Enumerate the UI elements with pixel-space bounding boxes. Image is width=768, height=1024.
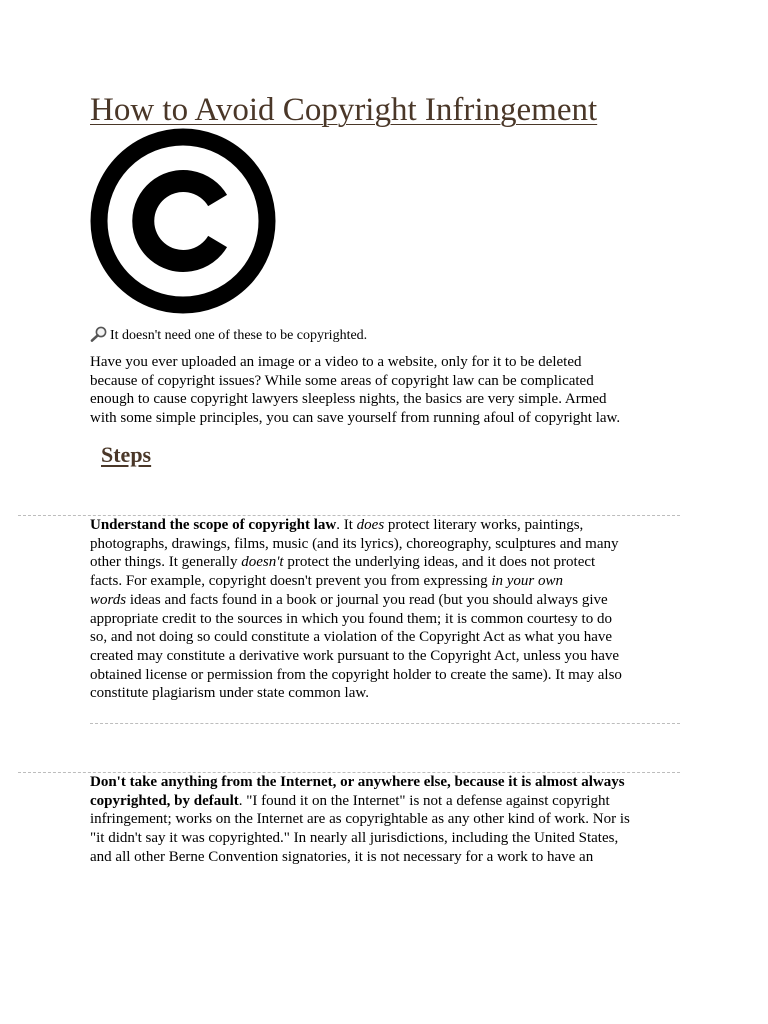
- intro-paragraph: Have you ever uploaded an image or a video to a website, only for it to be deleted because of copyright issues? While some areas of copyright law can be complicated enough to cause copyright lawyers sleepless nights, the basics are very simple. Armed with some simple principles, you can save yourself from running afoul of copyright law.: [90, 354, 621, 427]
- image-caption: [90, 326, 367, 346]
- step-2-title: Don't take anything from the Internet, or anywhere else, because it is almost always: [90, 774, 625, 790]
- copyright-symbol-icon: [90, 128, 276, 314]
- page-title: How to Avoid Copyright Infringement: [90, 92, 598, 128]
- magnify-icon[interactable]: [90, 326, 108, 342]
- step-2-text: Don't take anything from the Internet, or anywhere else, because it is almost always copyrighted, by default. "I found it on the Internet" is not a defense against copyright infringement; works on the Internet are as copyrightable as any other kind of work. Nor is "it didn't say it was copyrighted." In nearly all jurisdictions, including the United States, and all other Berne Convention signatories, it is not necessary for a work to have an: [90, 774, 630, 865]
- caption-text: It doesn't need one of these to be copyrighted.: [110, 328, 368, 343]
- divider: [90, 723, 680, 724]
- step-1-text: Understand the scope of copyright law. It does protect literary works, paintings, photographs, drawings, films, music (and its lyrics), choreography, sculptures and many other things. It generally doesn't protect the underlying ideas, and it does not protect facts. For example, copyright doesn't prevent you from expressing in your own words ideas and facts found in a book or journal you read (but you should always give appropriate credit to the sources in which you found them; it is common courtesy to do so, and not doing so could constitute a violation of the Copyright Act as what you have created may constitute a derivative work pursuant to the Copyright Act, unless you have obtained license or permission from the copyright holder to create the same). It may also constitute plagiarism under state common law.: [90, 517, 622, 702]
- steps-heading[interactable]: Steps: [101, 442, 152, 467]
- step-1-title: Understand the scope of copyright law: [90, 517, 337, 533]
